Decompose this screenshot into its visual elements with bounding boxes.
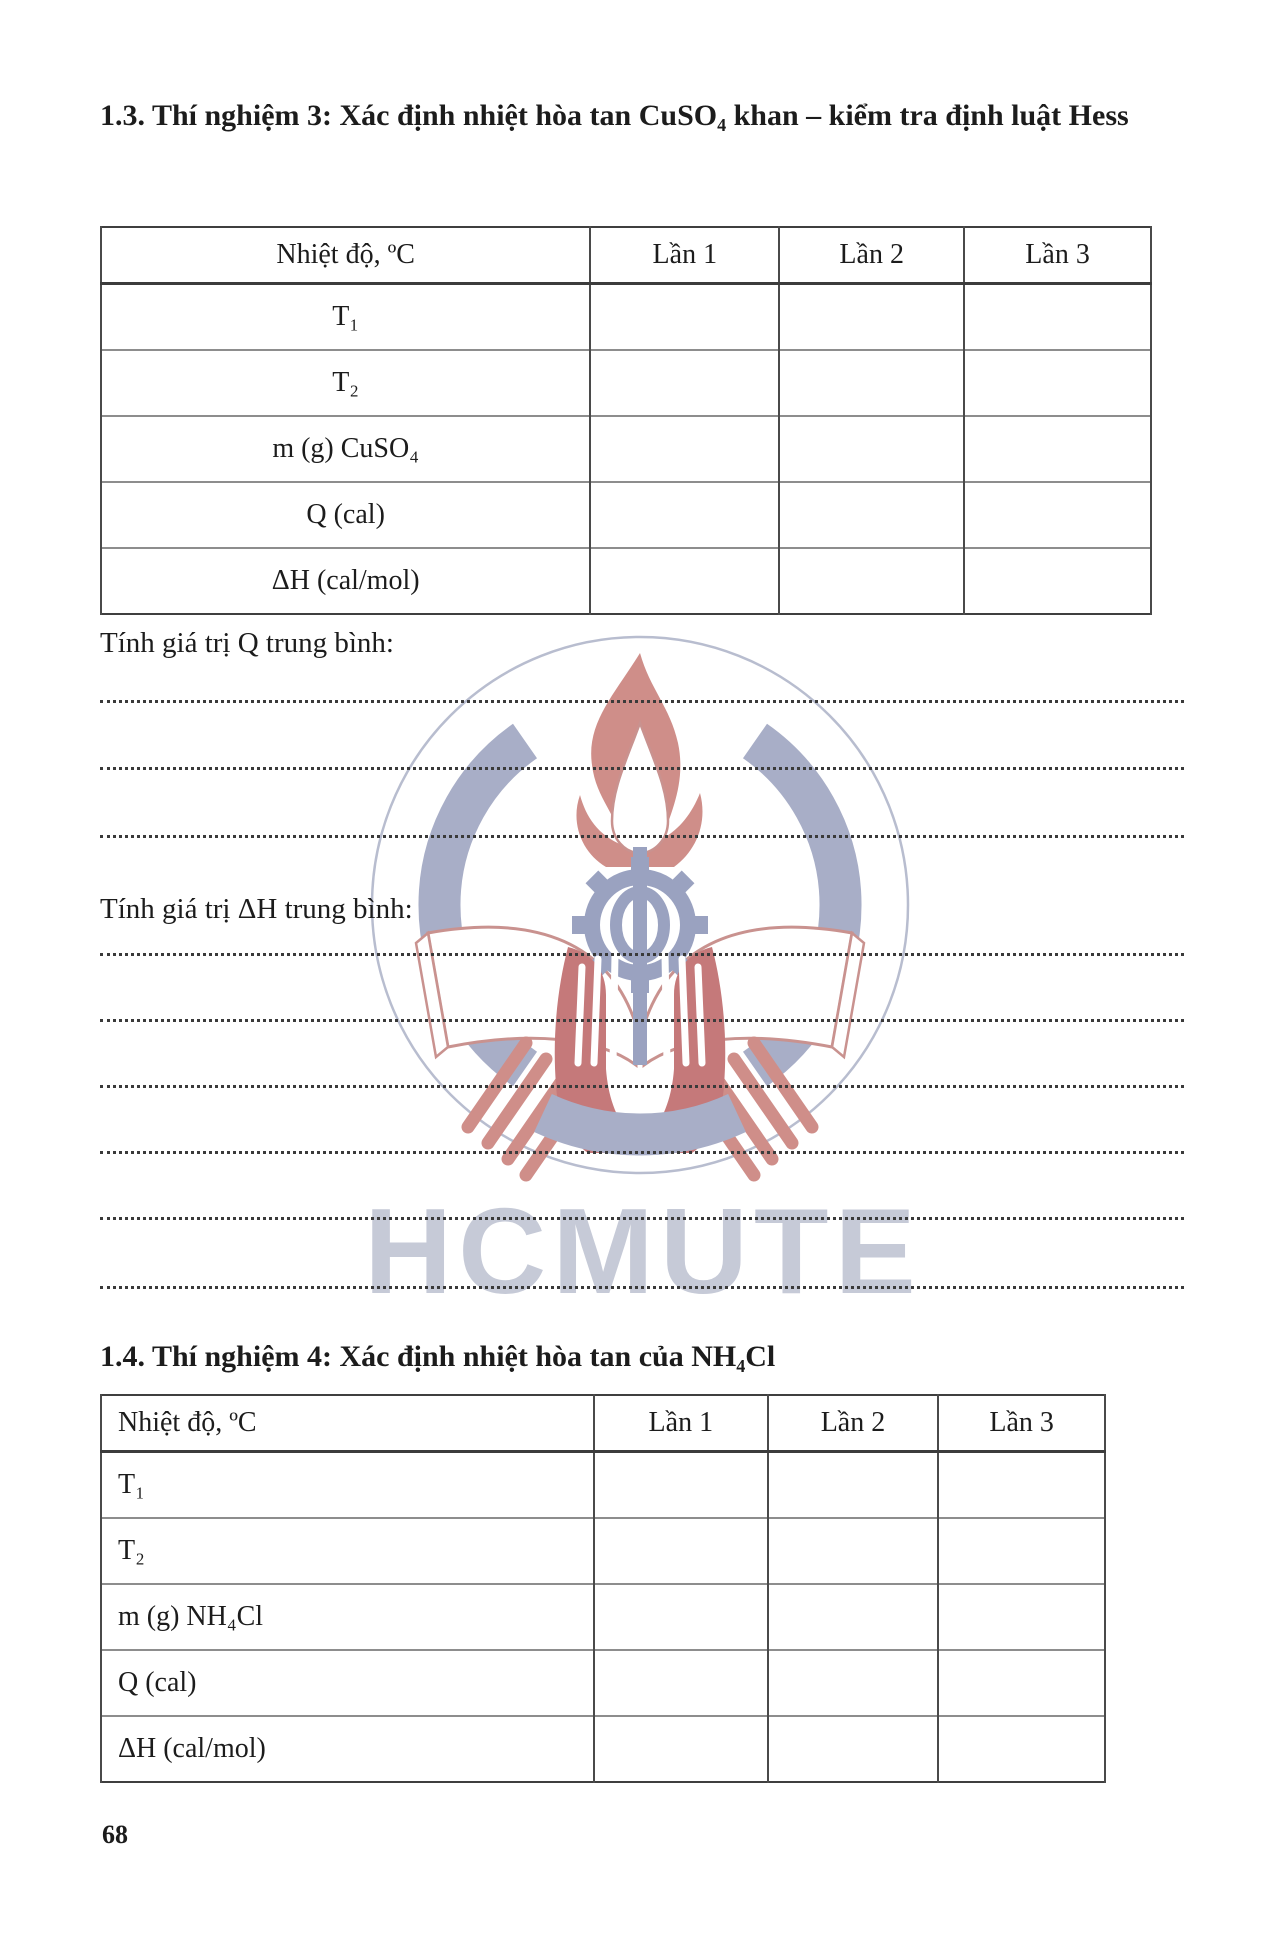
- answer-line: [100, 1217, 1184, 1220]
- experiment-3-table: [100, 226, 1152, 615]
- empty-data-cell: [964, 482, 1151, 548]
- answer-line: [100, 953, 1184, 956]
- empty-data-cell: [590, 482, 779, 548]
- table-row: [101, 1584, 1105, 1650]
- row-label: T₂: [101, 350, 590, 416]
- answer-line: [100, 1085, 1184, 1088]
- empty-data-cell: [964, 284, 1151, 351]
- trial-column-header: Lần 3: [938, 1395, 1105, 1452]
- table-row: [101, 416, 1151, 482]
- empty-data-cell: [964, 416, 1151, 482]
- empty-data-cell: [779, 350, 964, 416]
- answer-line: [100, 700, 1184, 703]
- answer-line: [100, 1019, 1184, 1022]
- row-label: T₁: [101, 284, 590, 351]
- empty-data-cell: [779, 548, 964, 614]
- empty-data-cell: [938, 1518, 1105, 1584]
- empty-data-cell: [594, 1452, 768, 1519]
- empty-data-cell: [594, 1716, 768, 1782]
- empty-data-cell: [779, 482, 964, 548]
- answer-line: [100, 767, 1184, 770]
- table-row: [101, 1452, 1105, 1519]
- empty-data-cell: [768, 1518, 939, 1584]
- empty-data-cell: [938, 1452, 1105, 1519]
- row-label: ΔH (cal/mol): [101, 1716, 594, 1782]
- table-row: [101, 548, 1151, 614]
- trial-column-header: Lần 3: [964, 227, 1151, 284]
- empty-data-cell: [590, 416, 779, 482]
- temperature-column-header: Nhiệt độ, ºC: [101, 227, 590, 284]
- empty-data-cell: [768, 1584, 939, 1650]
- empty-data-cell: [938, 1584, 1105, 1650]
- table-row: [101, 284, 1151, 351]
- row-label: Q (cal): [101, 482, 590, 548]
- row-label: T₁: [101, 1452, 594, 1519]
- empty-data-cell: [594, 1584, 768, 1650]
- empty-data-cell: [594, 1518, 768, 1584]
- empty-data-cell: [768, 1452, 939, 1519]
- table-header-row: [101, 227, 1151, 284]
- trial-column-header: Lần 1: [590, 227, 779, 284]
- dh-average-prompt: Tính giá trị ΔH trung bình:: [100, 893, 413, 925]
- empty-data-cell: [779, 416, 964, 482]
- answer-line: [100, 1286, 1184, 1289]
- row-label: Q (cal): [101, 1650, 594, 1716]
- table-header-row: [101, 1395, 1105, 1452]
- table-row: [101, 350, 1151, 416]
- section-1-3-heading: 1.3. Thí nghiệm 3: Xác định nhiệt hòa tan CuSO₄ khan – kiểm tra định luật Hess: [100, 99, 1129, 132]
- page-number: 68: [102, 1820, 128, 1849]
- temperature-column-header: Nhiệt độ, ºC: [101, 1395, 594, 1452]
- empty-data-cell: [938, 1716, 1105, 1782]
- empty-data-cell: [590, 284, 779, 351]
- row-label: m (g) CuSO₄: [101, 416, 590, 482]
- empty-data-cell: [768, 1650, 939, 1716]
- experiment-4-table: [100, 1394, 1106, 1783]
- empty-data-cell: [594, 1650, 768, 1716]
- trial-column-header: Lần 1: [594, 1395, 768, 1452]
- trial-column-header: Lần 2: [768, 1395, 939, 1452]
- watermark-text: HCMUTE: [364, 1183, 922, 1319]
- answer-line: [100, 835, 1184, 838]
- row-label: ΔH (cal/mol): [101, 548, 590, 614]
- table-row: [101, 482, 1151, 548]
- row-label: T₂: [101, 1518, 594, 1584]
- table-row: [101, 1650, 1105, 1716]
- empty-data-cell: [964, 548, 1151, 614]
- empty-data-cell: [590, 548, 779, 614]
- empty-data-cell: [590, 350, 779, 416]
- empty-data-cell: [779, 284, 964, 351]
- table-row: [101, 1716, 1105, 1782]
- row-label: m (g) NH₄Cl: [101, 1584, 594, 1650]
- empty-data-cell: [938, 1650, 1105, 1716]
- empty-data-cell: [768, 1716, 939, 1782]
- table-row: [101, 1518, 1105, 1584]
- answer-line: [100, 1151, 1184, 1154]
- empty-data-cell: [964, 350, 1151, 416]
- trial-column-header: Lần 2: [779, 227, 964, 284]
- section-1-4-heading: 1.4. Thí nghiệm 4: Xác định nhiệt hòa tan của NH₄Cl: [100, 1340, 776, 1373]
- q-average-prompt: Tính giá trị Q trung bình:: [100, 627, 394, 659]
